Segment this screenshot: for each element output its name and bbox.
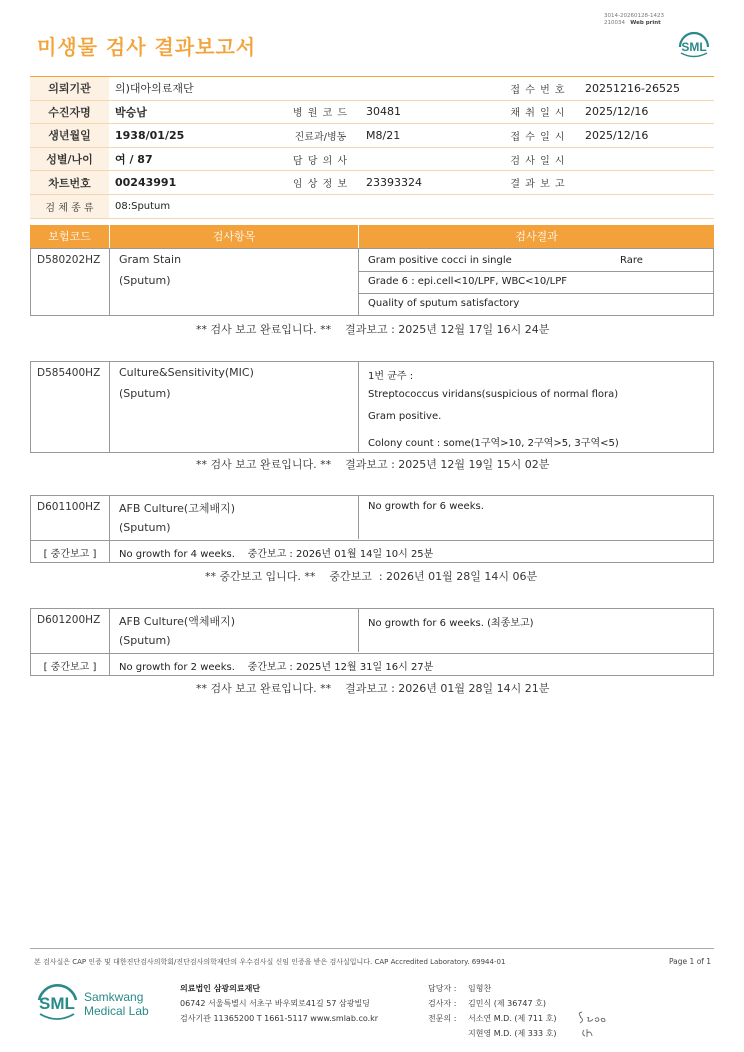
interim-label: [ 중간보고 ] xyxy=(43,549,97,560)
svg-text:SML: SML xyxy=(39,994,75,1013)
value-hospital-code: 30481 xyxy=(360,100,497,124)
test-name: Gram Stain xyxy=(119,253,182,266)
value-receipt-no: 20251216-26525 xyxy=(579,77,714,101)
label-receipt-no: 접 수 번 호 xyxy=(497,77,579,101)
value-patient-name: 박승남 xyxy=(109,100,281,124)
result-line: Streptococcus viridans(suspicious of normal flora) xyxy=(368,389,619,400)
header-insurance-code: 보험코드 xyxy=(48,230,91,243)
test-specimen: (Sputum) xyxy=(119,634,171,647)
interim-result: No growth for 2 weeks. 중간보고 : 2025년 12월 31일 16시 27분 xyxy=(119,662,434,673)
test-name: AFB Culture(고체배지) xyxy=(119,502,236,515)
svg-text:SML: SML xyxy=(681,40,707,54)
value-chart-no: 00243991 xyxy=(109,171,281,195)
interim-label: [ 중간보고 ] xyxy=(43,662,97,673)
svg-text:Samkwang: Samkwang xyxy=(84,990,144,1004)
result-line: 1번 균주 : xyxy=(368,371,414,382)
result-line: Quality of sputum satisfactory xyxy=(368,298,520,309)
samkwang-logo xyxy=(36,980,156,1026)
value-clinical-info: 23393324 xyxy=(360,171,497,195)
label-receipt-date: 접 수 일 시 xyxy=(497,124,579,148)
result-line: Grade 6 : epi.cell<10/LPF, WBC<10/LPF xyxy=(368,276,567,287)
label-result-report: 결 과 보 고 xyxy=(497,171,579,195)
value-collection-date: 2025/12/16 xyxy=(579,100,714,124)
company-info: 의료법인 삼광의료재단 06742 서울특별시 서초구 바우뫼로41길 57 삼광빌딩 검사기관 11365200 T 1661-5117 www.smlab.co.kr xyxy=(180,984,379,1023)
label-clinical-info: 임 상 정 보 xyxy=(281,171,360,195)
test-block-afb-liquid xyxy=(30,608,714,676)
test-code: D585400HZ xyxy=(37,367,101,379)
document-id: 3014-20260128-1423 210034 Web print xyxy=(604,13,664,26)
value-test-date xyxy=(579,147,714,171)
label-collection-date: 채 취 일 시 xyxy=(497,100,579,124)
footer-divider xyxy=(30,948,714,949)
value-receipt-date: 2025/12/16 xyxy=(579,124,714,148)
result-line: No growth for 6 weeks. (최종보고) xyxy=(368,618,534,629)
test-code: D601200HZ xyxy=(37,614,101,626)
sml-logo xyxy=(676,27,712,61)
test-block-gram-stain xyxy=(30,248,714,316)
test-specimen: (Sputum) xyxy=(119,274,171,287)
label-hospital-code: 병 원 코 드 xyxy=(281,100,360,124)
result-line: No growth for 6 weeks. xyxy=(368,501,484,512)
test-code: D580202HZ xyxy=(37,254,101,266)
test-code: D601100HZ xyxy=(37,501,101,513)
patient-info-table xyxy=(30,76,714,219)
label-doctor: 담 당 의 사 xyxy=(281,147,360,171)
label-birthdate: 생년월일 xyxy=(30,124,109,148)
report-status: ** 검사 보고 완료입니다. ** 결과보고 : 2025년 12월 17일 16시 24분 xyxy=(196,323,550,336)
label-test-date: 검 사 일 시 xyxy=(497,147,579,171)
staff-info: 담당자 : 임형찬 검사자 : 김민식 (제 36747 호) 전문의 : 서소연 M.D. (제 711 호) 지현영 M.D. (제 333 호) xyxy=(428,984,557,1038)
result-grade: Rare xyxy=(620,255,643,266)
label-specimen-type: 검 체 종 류 xyxy=(30,194,109,218)
test-specimen: (Sputum) xyxy=(119,521,171,534)
label-department: 진료과/병동 xyxy=(281,124,360,148)
label-requester: 의뢰기관 xyxy=(30,77,109,101)
svg-text:Medical Lab: Medical Lab xyxy=(84,1004,149,1018)
report-status: ** 중간보고 입니다. ** 중간보고 : 2026년 01월 28일 14시 06분 xyxy=(205,570,538,583)
test-block-culture xyxy=(30,361,714,453)
header-test-result: 검사결과 xyxy=(358,225,714,248)
signature-image xyxy=(575,1008,615,1040)
value-birthdate: 1938/01/25 xyxy=(109,124,281,148)
label-sex-age: 성별/나이 xyxy=(30,147,109,171)
value-requester: 의)대아의료재단 xyxy=(109,77,497,101)
report-status: ** 검사 보고 완료입니다. ** 결과보고 : 2025년 12월 19일 15시 02분 xyxy=(196,458,550,471)
value-sex-age: 여 / 87 xyxy=(109,147,281,171)
interim-result: No growth for 4 weeks. 중간보고 : 2026년 01월 14일 10시 25분 xyxy=(119,549,434,560)
page-number: Page 1 of 1 xyxy=(669,957,712,966)
accreditation-note: 본 검사실은 CAP 인증 및 대한진단검사의학회/진단검사의학재단의 우수검사실 신임 인증을 받은 검사실입니다. CAP Accredited Laboratory. 69944-01 xyxy=(34,958,506,966)
results-header xyxy=(30,225,714,248)
test-name: Culture&Sensitivity(MIC) xyxy=(119,366,254,379)
result-line: Gram positive. xyxy=(368,411,442,422)
report-status: ** 검사 보고 완료입니다. ** 결과보고 : 2026년 01월 28일 14시 21분 xyxy=(196,682,550,695)
test-block-afb-solid xyxy=(30,495,714,563)
test-specimen: (Sputum) xyxy=(119,387,171,400)
value-result-report xyxy=(579,171,714,195)
value-doctor xyxy=(360,147,497,171)
header-test-item: 검사항목 xyxy=(109,225,358,248)
value-specimen-type: 08:Sputum xyxy=(109,194,714,218)
label-chart-no: 차트번호 xyxy=(30,171,109,195)
value-department: M8/21 xyxy=(360,124,497,148)
result-line: Colony count : some(1구역>10, 2구역>5, 3구역<5) xyxy=(368,438,619,449)
page-title: 미생물 검사 결과보고서 xyxy=(37,35,257,59)
result-line: Gram positive cocci in single xyxy=(368,255,512,266)
test-name: AFB Culture(액체배지) xyxy=(119,615,236,628)
label-patient-name: 수진자명 xyxy=(30,100,109,124)
